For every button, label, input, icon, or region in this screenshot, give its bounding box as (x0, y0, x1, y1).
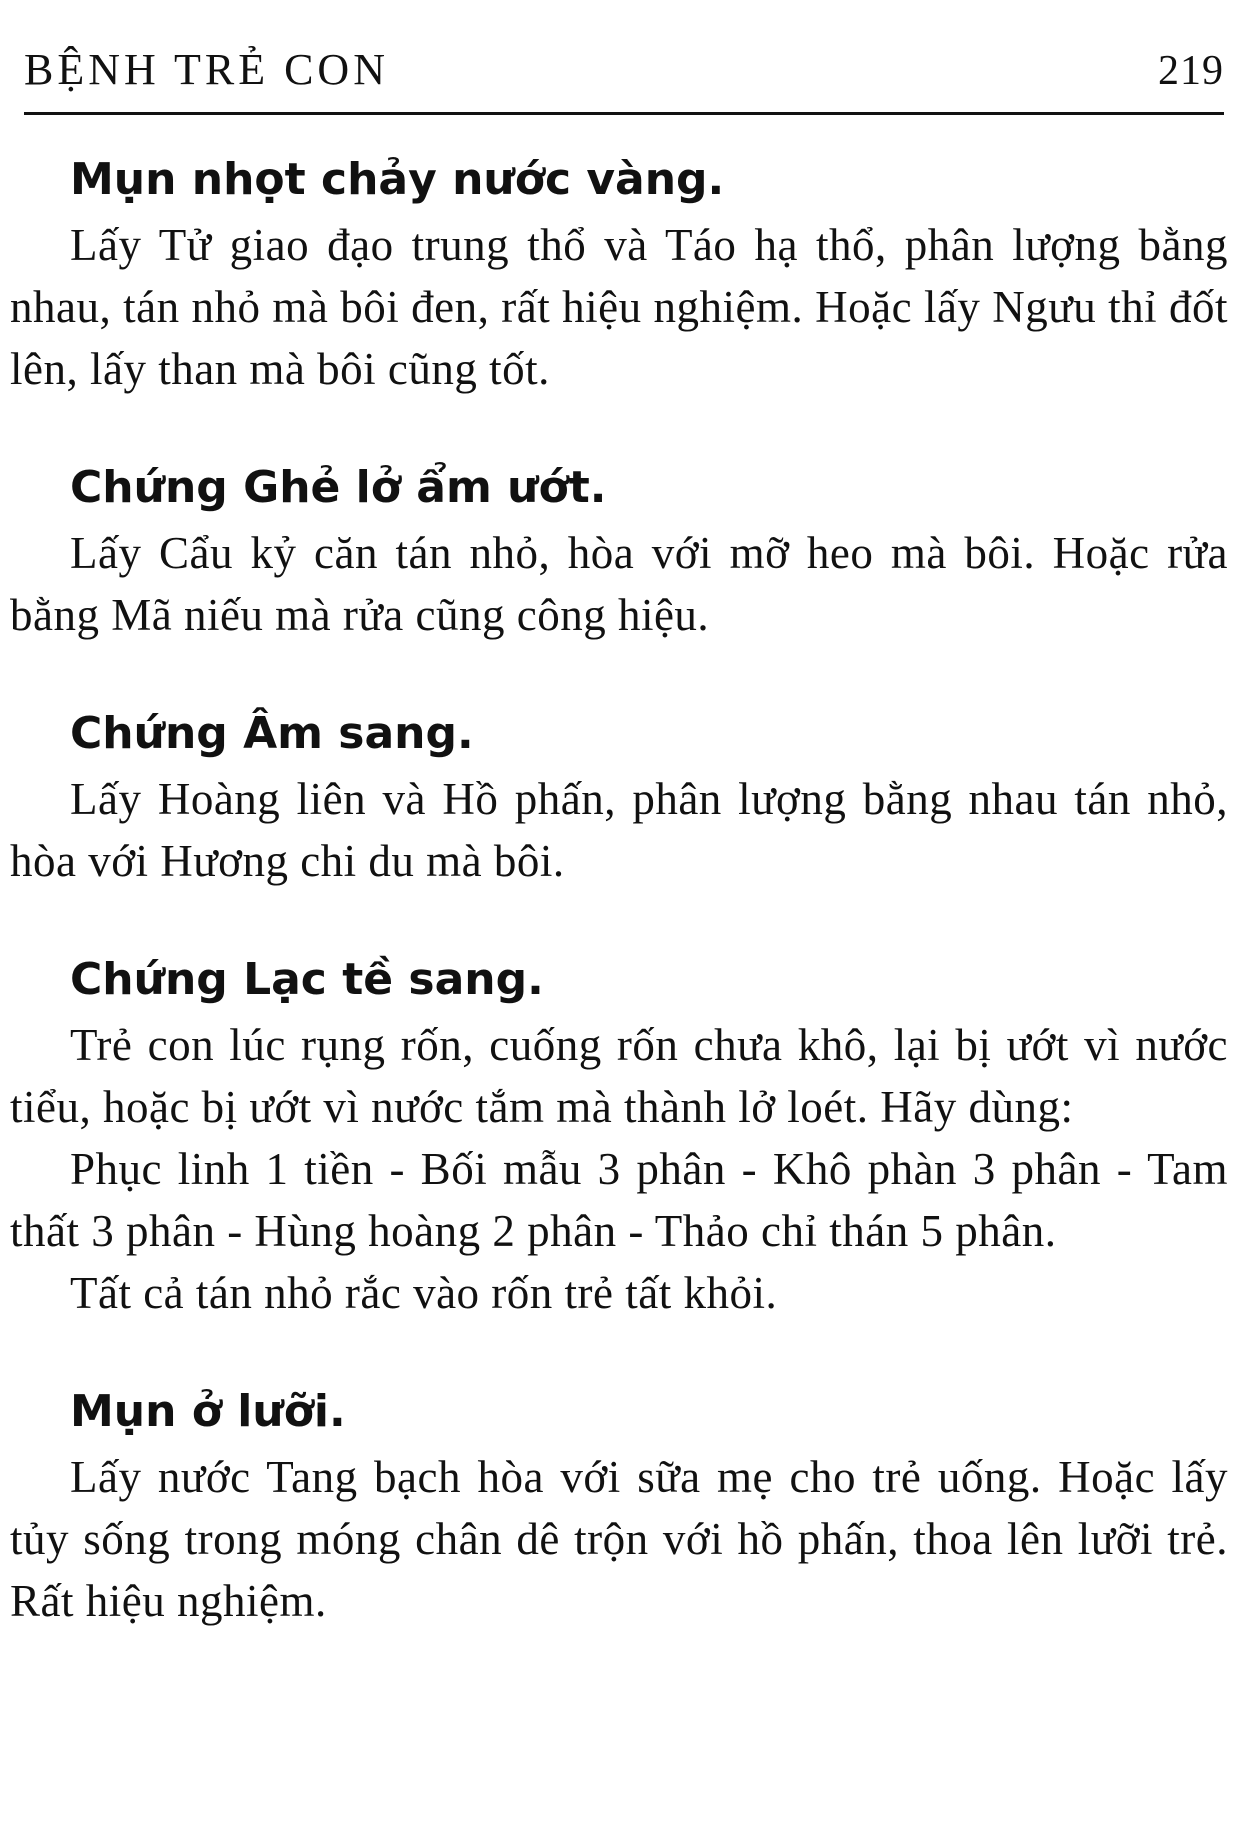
section-heading: Mụn ở lưỡi. (70, 1386, 346, 1437)
section-am-sang (10, 704, 1228, 892)
section-heading: Chứng Ghẻ lở ẩm ướt. (70, 462, 607, 513)
running-header-title: BỆNH TRẺ CON (24, 45, 389, 94)
ingredient-list-paragraph: Phục linh 1 tiền - Bối mẫu 3 phân - Khô phàn 3 phân - Tam thất 3 phân - Hùng hoàng 2 phân - Thảo chỉ thán 5 phân. (10, 1144, 1228, 1256)
body-paragraph: Lấy Hoàng liên và Hồ phấn, phân lượng bằng nhau tán nhỏ, hòa với Hương chi du mà bôi. (10, 774, 1228, 886)
section-heading: Mụn nhọt chảy nước vàng. (70, 154, 725, 205)
body-paragraph: Lấy Cẩu kỷ căn tán nhỏ, hòa với mỡ heo mà bôi. Hoặc rửa bằng Mã niếu mà rửa cũng công hiệu. (10, 528, 1228, 640)
section-mun-nhot (10, 150, 1228, 400)
body-paragraph: Tất cả tán nhỏ rắc vào rốn trẻ tất khỏi. (70, 1268, 778, 1318)
body-paragraph: Lấy Tử giao đạo trung thổ và Táo hạ thổ, phân lượng bằng nhau, tán nhỏ mà bôi đen, rất hiệu nghiệm. Hoặc lấy Ngưu thỉ đốt lên, lấy than mà bôi cũng tốt. (10, 220, 1228, 394)
section-lac-te-sang (10, 950, 1228, 1324)
header-divider (24, 112, 1224, 115)
running-header (24, 28, 1224, 92)
section-heading: Chứng Lạc tề sang. (70, 954, 544, 1005)
section-heading: Chứng Âm sang. (70, 708, 474, 759)
page-body (10, 150, 1228, 1690)
section-ghe-lo (10, 458, 1228, 646)
page-number: 219 (1158, 48, 1224, 94)
section-mun-o-luoi (10, 1382, 1228, 1632)
body-paragraph: Trẻ con lúc rụng rốn, cuống rốn chưa khô, lại bị ướt vì nước tiểu, hoặc bị ướt vì nước tắm mà thành lở loét. Hãy dùng: (10, 1020, 1228, 1132)
body-paragraph: Lấy nước Tang bạch hòa với sữa mẹ cho trẻ uống. Hoặc lấy tủy sống trong móng chân dê trộn với hồ phấn, thoa lên lưỡi trẻ. Rất hiệu nghiệm. (10, 1452, 1228, 1626)
